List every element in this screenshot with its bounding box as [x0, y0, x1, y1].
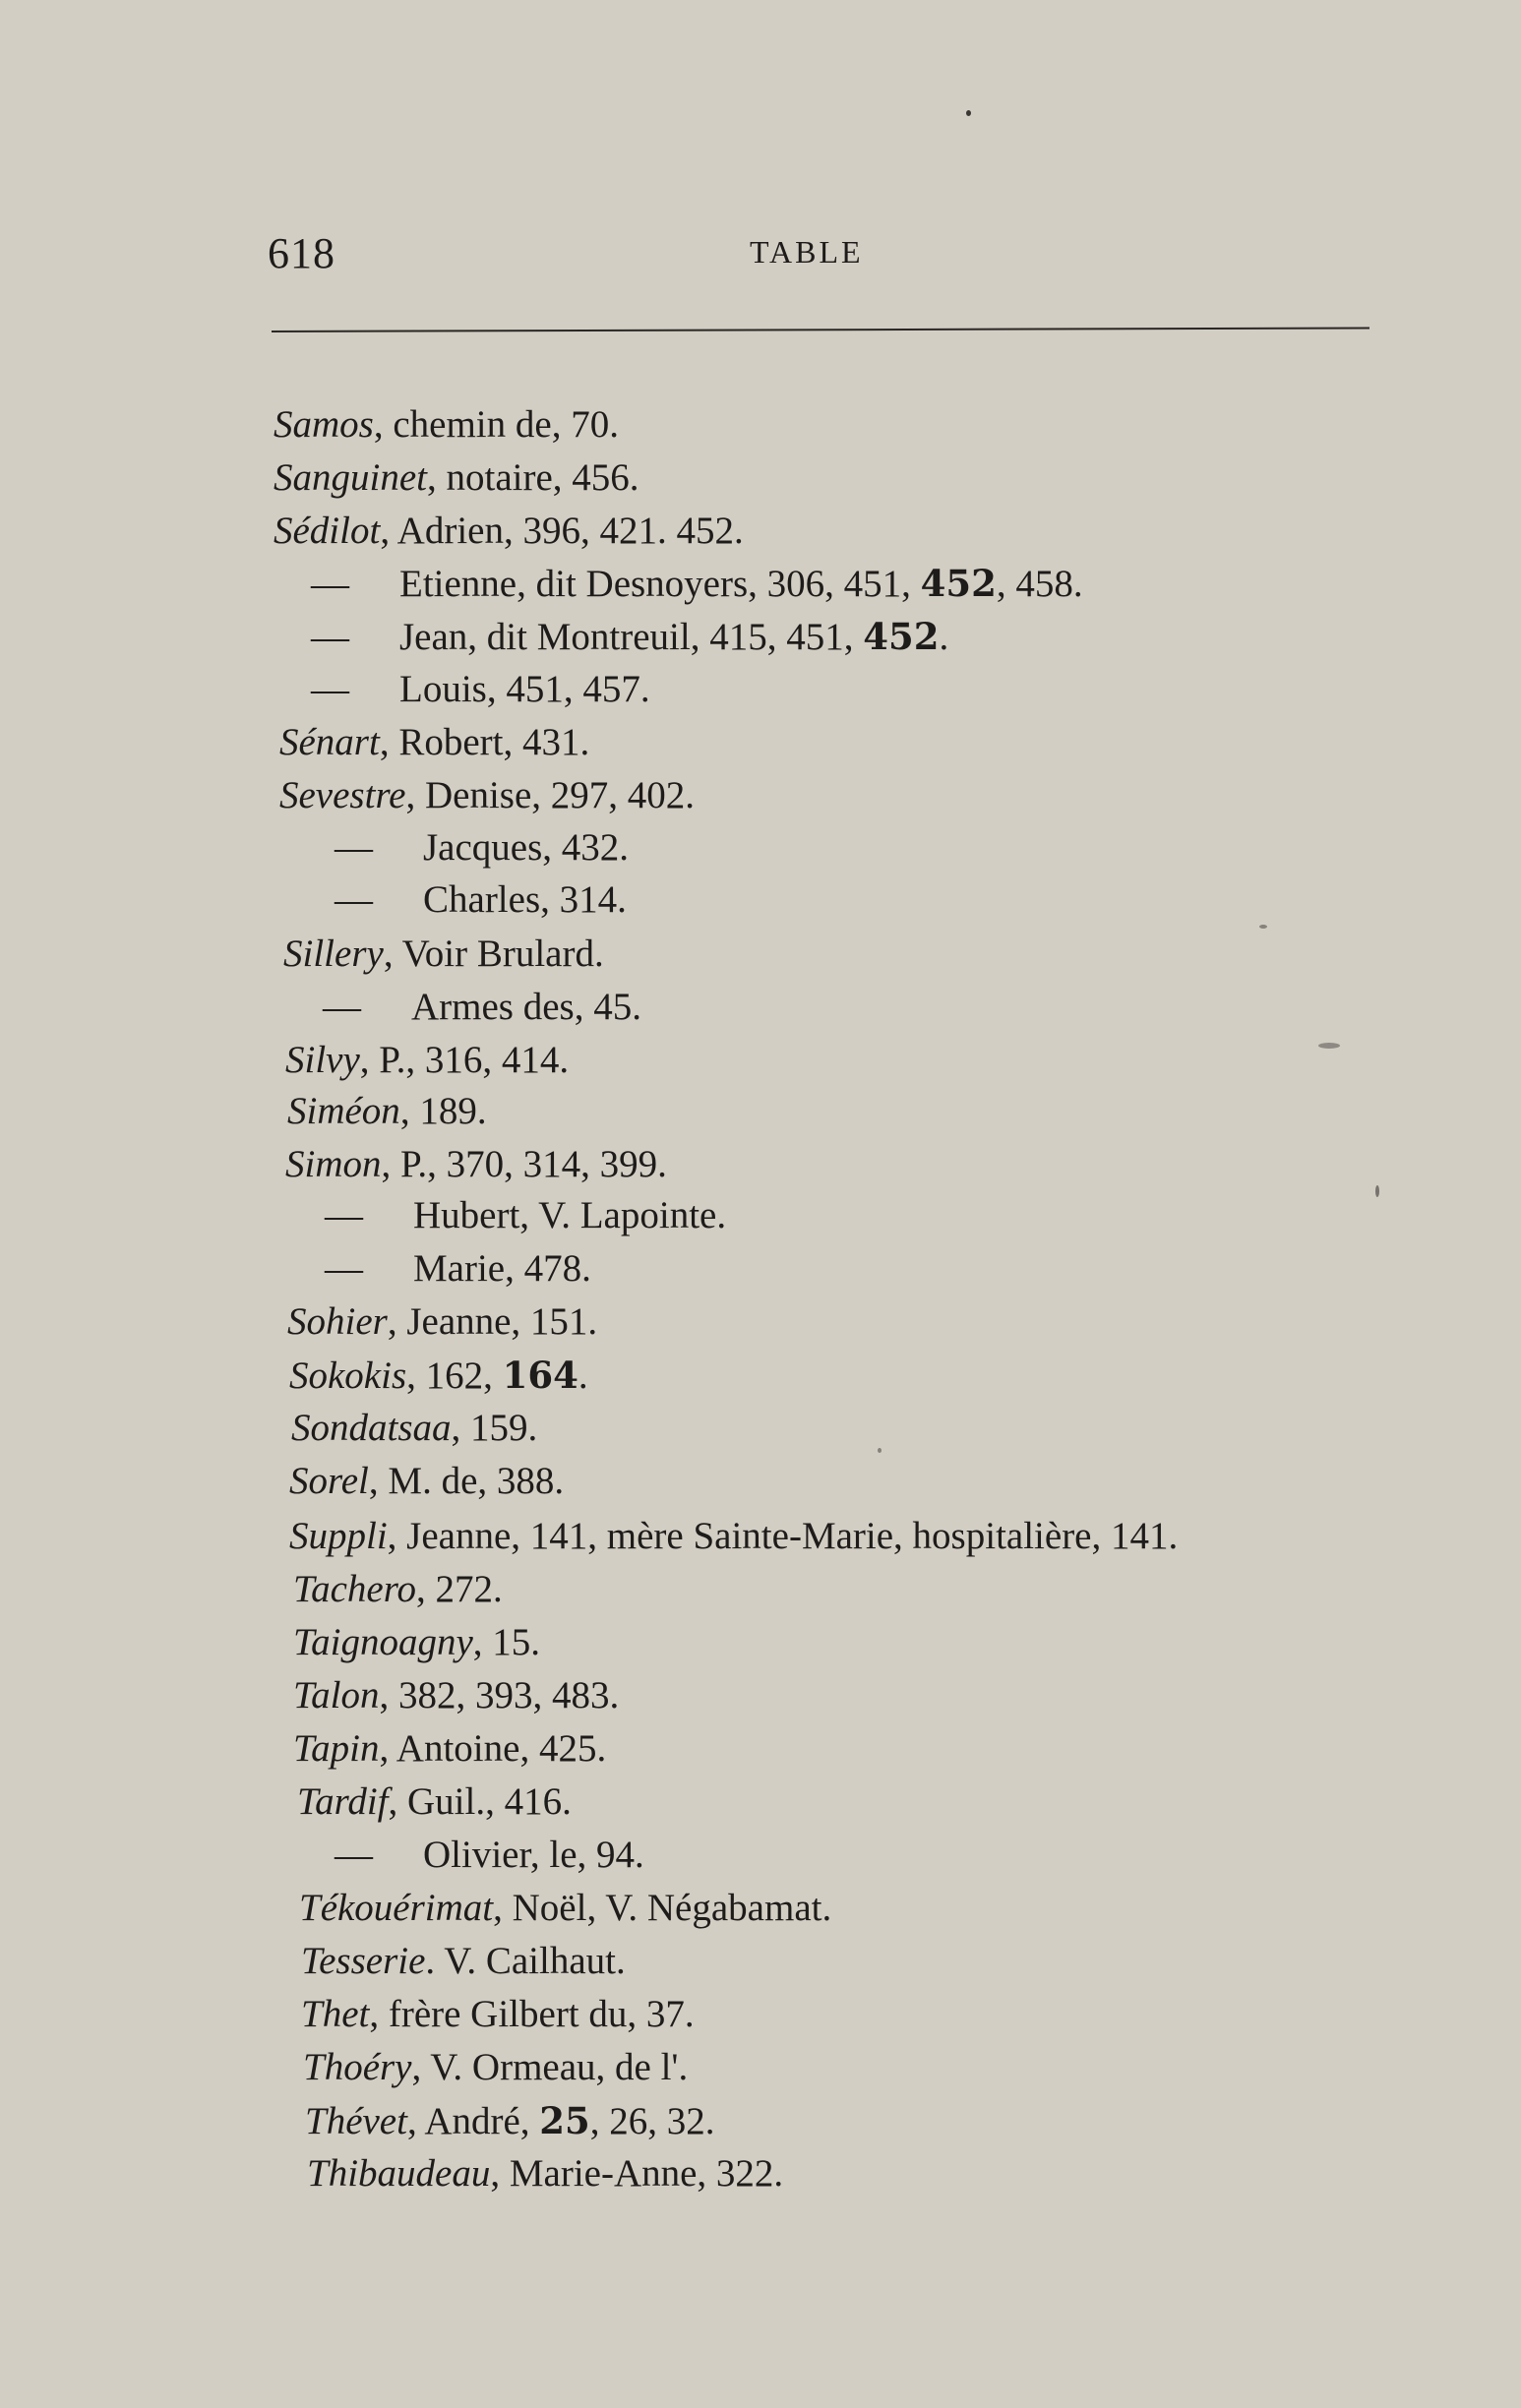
index-entry: [299, 1885, 831, 1932]
running-head: TABLE: [750, 234, 864, 270]
entry-text: , Robert, 431.: [379, 721, 590, 763]
entry-text: Armes des, 45.: [411, 986, 641, 1028]
entry-text: Hubert, V. Lapointe.: [413, 1194, 727, 1236]
entry-bold-page: 164: [502, 1354, 578, 1397]
entry-name: Sokokis: [289, 1354, 407, 1397]
entry-text: , Jeanne, 151.: [387, 1300, 598, 1343]
index-entry: [283, 931, 604, 978]
index-entry: [305, 2097, 715, 2145]
index-entry: [325, 1192, 726, 1239]
index-entry: [335, 1832, 644, 1879]
entry-text: , Antoine, 425.: [379, 1727, 607, 1770]
entry-name: Sédilot: [274, 510, 381, 552]
entry-name: Tapin: [293, 1727, 380, 1770]
entry-text: , P., 370, 314, 399.: [381, 1143, 667, 1185]
entry-text-after: , 458.: [996, 563, 1083, 605]
entry-text: Jacques, 432.: [423, 826, 630, 869]
entry-text: , 382, 393, 483.: [379, 1674, 620, 1716]
entry-dash: —: [335, 878, 373, 921]
entry-name: Silvy: [285, 1039, 360, 1081]
index-entry: [293, 1566, 503, 1613]
entry-text: , chemin de, 70.: [373, 403, 619, 446]
index-entry: [279, 719, 589, 766]
index-entry: [285, 1037, 569, 1084]
index-entry: [301, 1938, 626, 1985]
entry-name: Sondatsaa: [291, 1407, 452, 1449]
entry-text: , André,: [406, 2100, 540, 2142]
print-speck: [1318, 1043, 1340, 1049]
entry-text: , 189.: [399, 1090, 487, 1132]
entry-text: , Noël, V. Négabamat.: [493, 1887, 832, 1929]
entry-dash: —: [323, 986, 361, 1028]
entry-text: , 15.: [472, 1621, 541, 1663]
index-entry: [311, 560, 1083, 608]
index-entry: [311, 666, 650, 713]
entry-name: Samos: [274, 403, 374, 446]
entry-name: Tardif: [297, 1780, 389, 1823]
entry-text: , V. Ormeau, de l'.: [411, 2046, 689, 2088]
entry-text: , 272.: [415, 1568, 503, 1610]
entry-text: Louis, 451, 457.: [399, 668, 650, 710]
index-entry: [311, 613, 948, 661]
entry-bold-page: 452: [863, 615, 940, 658]
index-entry: [279, 772, 695, 819]
index-entry: [323, 984, 641, 1031]
entry-text-after: .: [939, 616, 949, 658]
entry-name: Sénart: [279, 721, 380, 763]
entry-text: , notaire, 456.: [426, 456, 639, 499]
index-entry: [293, 1725, 606, 1773]
entry-text: . V. Cailhaut.: [425, 1940, 626, 1982]
index-entry: [325, 1245, 591, 1293]
entry-text: Jean, dit Montreuil, 415, 451,: [399, 616, 864, 658]
entry-name: Sillery: [283, 933, 384, 975]
index-entry: [307, 2150, 783, 2197]
print-speck: [878, 1448, 882, 1453]
entry-text: , Guil., 416.: [388, 1780, 572, 1823]
entry-name: Thet: [301, 1993, 370, 2035]
index-entry: [274, 508, 744, 555]
entry-name: Thévet: [305, 2100, 407, 2142]
entry-dash: —: [311, 616, 349, 658]
entry-dash: —: [325, 1247, 363, 1290]
print-speck: [1375, 1185, 1379, 1197]
index-entry: [335, 824, 629, 872]
entry-text: Charles, 314.: [423, 878, 627, 921]
entry-dash: —: [335, 1834, 373, 1876]
entry-name: Taignoagny: [293, 1621, 473, 1663]
entry-dash: —: [311, 563, 349, 605]
index-entry: [289, 1352, 588, 1400]
entry-name: Talon: [293, 1674, 380, 1716]
entry-name: Suppli: [289, 1515, 388, 1557]
entry-bold-page: 25: [539, 2099, 590, 2142]
index-entry: [274, 401, 619, 449]
entry-text-after: , 26, 32.: [589, 2100, 715, 2142]
index-entry: [291, 1405, 537, 1452]
entry-name: Sanguinet: [274, 456, 427, 499]
entry-text: , Denise, 297, 402.: [405, 774, 696, 816]
entry-text: , Adrien, 396, 421. 452.: [380, 510, 744, 552]
entry-name: Sohier: [287, 1300, 388, 1343]
index-entry: [289, 1513, 1178, 1560]
index-entry: [335, 876, 627, 924]
entry-text: , Voir Brulard.: [383, 933, 604, 975]
page-number: 618: [268, 229, 335, 277]
entry-text: , Jeanne, 141, mère Sainte-Marie, hospitalière, 141.: [387, 1515, 1179, 1557]
entry-name: Tachero: [293, 1568, 416, 1610]
index-entry: [287, 1298, 597, 1346]
entry-dash: —: [335, 826, 373, 869]
index-entry: [303, 2044, 688, 2091]
entry-name: Thibaudeau: [307, 2152, 491, 2195]
entry-text: Olivier, le, 94.: [423, 1834, 644, 1876]
entry-bold-page: 452: [920, 562, 997, 605]
index-entry: [287, 1088, 487, 1135]
entry-dash: —: [311, 668, 349, 710]
entry-text: Etienne, dit Desnoyers, 306, 451,: [399, 563, 921, 605]
entry-text: , 159.: [451, 1407, 538, 1449]
index-entry: [293, 1619, 540, 1666]
entry-name: Siméon: [287, 1090, 400, 1132]
index-entry: [289, 1458, 564, 1505]
entry-text: , M. de, 388.: [368, 1460, 565, 1502]
entry-text: Marie, 478.: [413, 1247, 591, 1290]
entry-dash: —: [325, 1194, 363, 1236]
entry-name: Simon: [285, 1143, 382, 1185]
index-entry: [297, 1778, 572, 1826]
entry-name: Sorel: [289, 1460, 369, 1502]
entry-text: , P., 316, 414.: [359, 1039, 570, 1081]
index-entry: [293, 1672, 619, 1719]
entry-text: , frère Gilbert du, 37.: [369, 1993, 695, 2035]
print-speck: [966, 110, 971, 116]
entry-text: , Marie-Anne, 322.: [490, 2152, 784, 2195]
entry-name: Sevestre: [279, 774, 406, 816]
index-entry: [285, 1141, 667, 1188]
print-speck: [1259, 925, 1267, 929]
index-entry: [301, 1991, 695, 2038]
entry-text-after: .: [578, 1354, 588, 1397]
index-entry: [274, 454, 639, 502]
entry-name: Tesserie: [301, 1940, 426, 1982]
entry-name: Tékouérimat: [299, 1887, 494, 1929]
entry-name: Thoéry: [303, 2046, 412, 2088]
entry-text: , 162,: [406, 1354, 503, 1397]
